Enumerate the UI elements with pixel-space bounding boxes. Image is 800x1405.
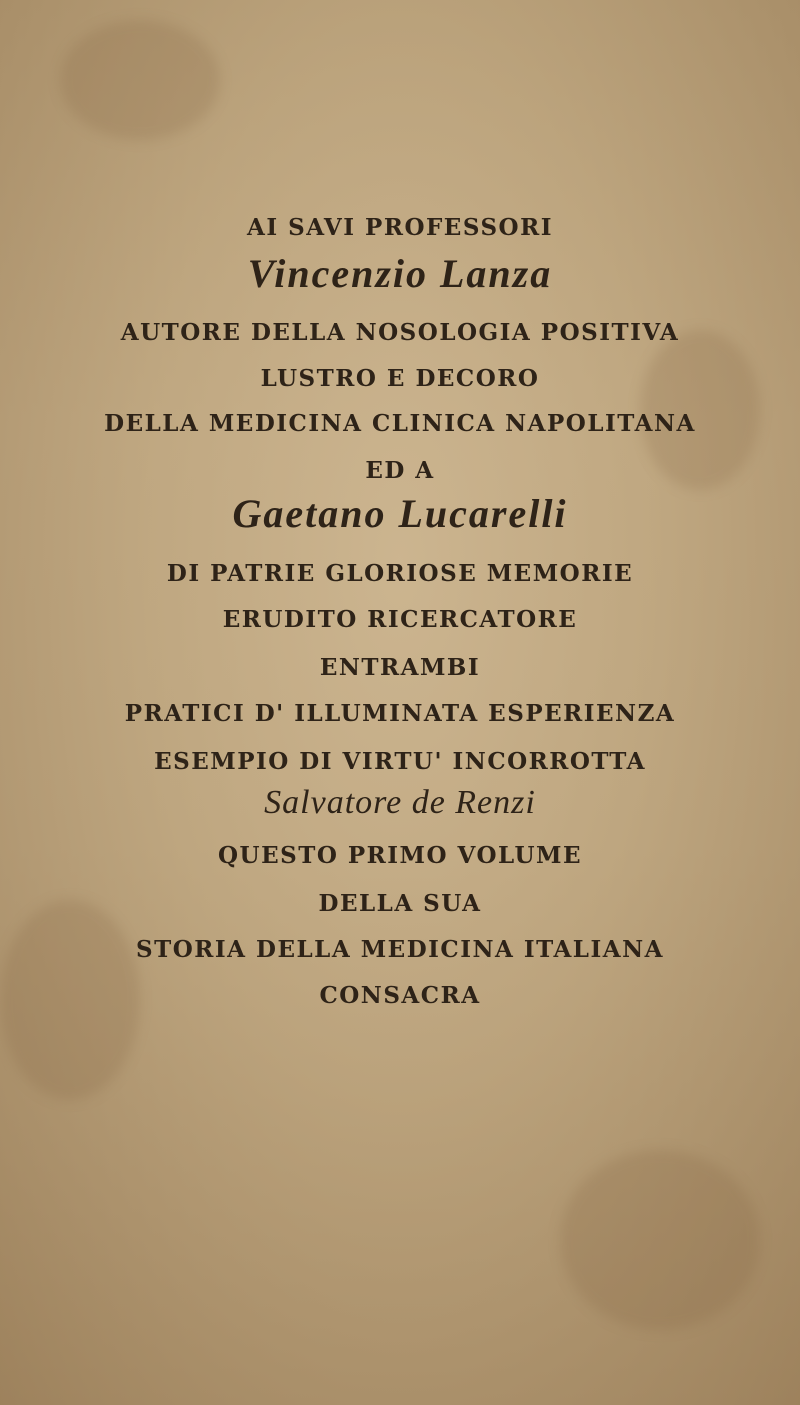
- dedicatee-name-1: Vincenzio Lanza: [247, 251, 553, 296]
- dedication-line-3: AUTORE DELLA NOSOLOGIA POSITIVA: [120, 319, 680, 346]
- dedication-line-12: ESEMPIO DI VIRTU' INCORROTTA: [154, 748, 646, 775]
- dedication-line-16: STORIA DELLA MEDICINA ITALIANA: [136, 936, 664, 963]
- dedication-line-10: ENTRAMBI: [319, 654, 481, 681]
- paper-stain: [60, 20, 220, 140]
- dedication-line-17: CONSACRA: [319, 982, 481, 1009]
- dedication-line-1: AI SAVI PROFESSORI: [247, 214, 553, 241]
- dedicatee-name-2: Gaetano Lucarelli: [232, 491, 568, 536]
- dedication-line-11: PRATICI D' ILLUMINATA ESPERIENZA: [124, 700, 676, 727]
- author-signature: Salvatore de Renzi: [264, 784, 536, 821]
- dedication-line-9: ERUDITO RICERCATORE: [222, 606, 578, 633]
- dedication-line-5: DELLA MEDICINA CLINICA NAPOLITANA: [104, 410, 696, 437]
- dedication-line-6: ED A: [365, 457, 435, 484]
- paper-stain: [560, 1150, 760, 1330]
- dedication-line-4: LUSTRO E DECORO: [260, 365, 540, 392]
- dedication-line-8: DI PATRIE GLORIOSE MEMORIE: [166, 560, 634, 587]
- dedication-line-15: DELLA SUA: [318, 890, 482, 917]
- dedication-line-14: QUESTO PRIMO VOLUME: [218, 842, 582, 869]
